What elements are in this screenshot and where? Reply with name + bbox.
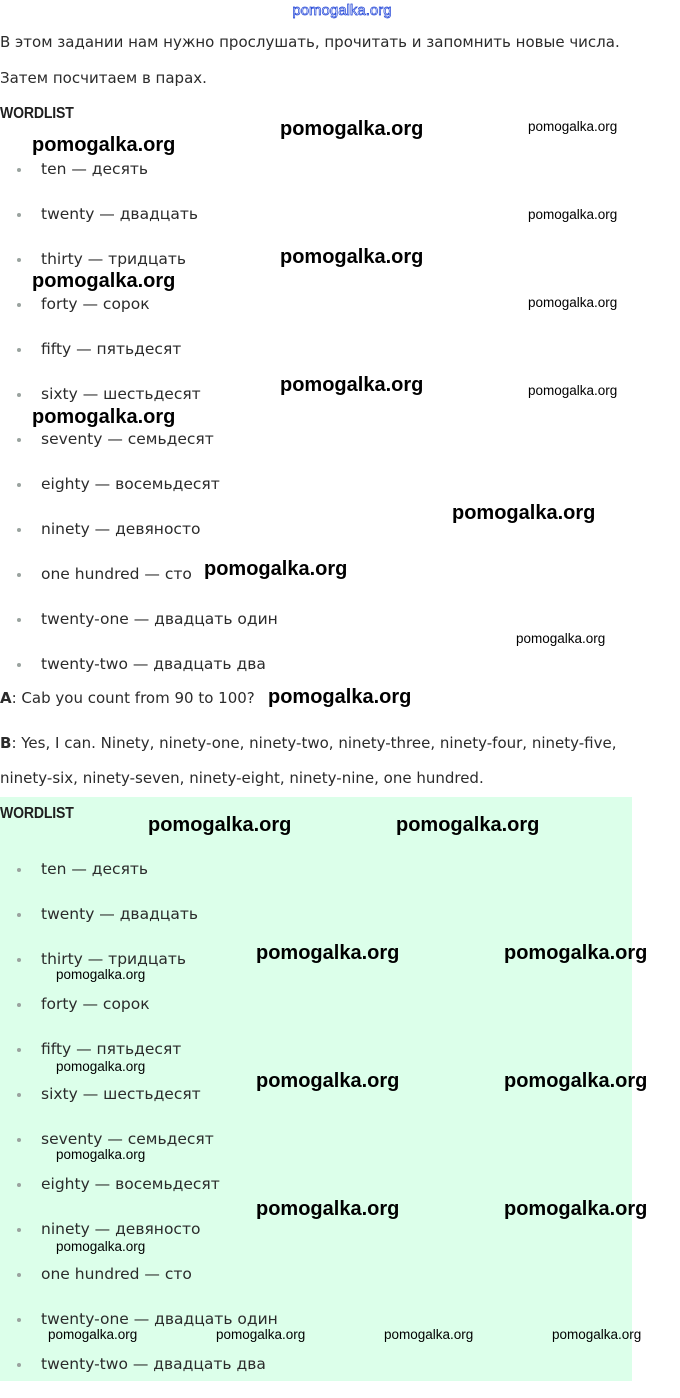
watermark: pomogalka.org [552,1327,642,1342]
watermark: pomogalka.org [32,406,176,428]
list-item: sixty — шестьдесят [0,1083,278,1128]
watermark: pomogalka.org [56,1239,146,1254]
watermark: pomogalka.org [48,1327,138,1342]
list-item: ninety — девяносто [0,518,278,563]
dialog-text-b: : Yes, I can. Ninety, ninety-one, ninety-two, ninety-three, ninety-four, ninety-five, [11,734,617,752]
watermark: pomogalka.org [268,686,412,708]
list-item: eighty — восемьдесят [0,1173,278,1218]
dialog-text-a: : Cab you count from 90 to 100? [11,689,255,707]
site-header-logo[interactable]: pomogalka.org [292,2,392,19]
watermark: pomogalka.org [504,1198,648,1220]
list-item: ten — десять [0,858,278,903]
list-item: one hundred — сто [0,1263,278,1308]
list-item: twenty-one — двадцать один [0,1308,278,1353]
watermark: pomogalka.org [396,814,540,836]
watermark: pomogalka.org [148,814,292,836]
watermark: pomogalka.org [56,1059,146,1074]
list-item: ninety — девяносто [0,1218,278,1263]
wordlist-heading: WORDLIST [0,805,74,822]
dialog-line-a [0,689,255,707]
watermark: pomogalka.org [384,1327,474,1342]
watermark: pomogalka.org [56,967,146,982]
watermark: pomogalka.org [452,502,596,524]
watermark: pomogalka.org [528,383,618,398]
watermark: pomogalka.org [204,558,348,580]
list-item: sixty — шестьдесят [0,383,278,428]
watermark: pomogalka.org [256,942,400,964]
list-item: twenty-two — двадцать два [0,1353,278,1398]
list-item: forty — сорок [0,293,278,338]
watermark: pomogalka.org [516,631,606,646]
list-item: twenty-two — двадцать два [0,653,278,698]
watermark: pomogalka.org [528,295,618,310]
intro-paragraph-1: В этом задании нам нужно прослушать, прочитать и запомнить новые числа. [0,33,620,51]
dialog-line-b-continued: ninety-six, ninety-seven, ninety-eight, ninety-nine, one hundred. [0,769,484,787]
watermark: pomogalka.org [528,207,618,222]
list-item: thirty — тридцать [0,248,278,293]
watermark: pomogalka.org [280,118,424,140]
watermark: pomogalka.org [256,1070,400,1092]
watermark: pomogalka.org [256,1198,400,1220]
list-item: fifty — пятьдесят [0,338,278,383]
speaker-b: B [0,734,12,752]
list-item: seventy — семьдесят [0,428,278,473]
speaker-a: A [0,689,12,707]
list-item: eighty — восемьдесят [0,473,278,518]
list-item: twenty — двадцать [0,203,278,248]
wordlist-heading: WORDLIST [0,105,74,122]
list-item: twenty-one — двадцать один [0,608,278,653]
watermark: pomogalka.org [280,246,424,268]
watermark: pomogalka.org [280,374,424,396]
dialog-line-b [0,734,616,752]
list-item: ten — десять [0,158,278,203]
watermark: pomogalka.org [32,270,176,292]
intro-paragraph-2: Затем посчитаем в парах. [0,69,207,87]
watermark: pomogalka.org [56,1147,146,1162]
list-item: fifty — пятьдесят [0,1038,278,1083]
watermark: pomogalka.org [32,134,176,156]
watermark: pomogalka.org [504,1070,648,1092]
list-item: one hundred — сто [0,563,278,608]
watermark: pomogalka.org [216,1327,306,1342]
list-item: twenty — двадцать [0,903,278,948]
watermark: pomogalka.org [504,942,648,964]
wordlist [0,858,278,1398]
list-item: forty — сорок [0,993,278,1038]
list-item: thirty — тридцать [0,948,278,993]
list-item: seventy — семьдесят [0,1128,278,1173]
watermark: pomogalka.org [528,119,618,134]
